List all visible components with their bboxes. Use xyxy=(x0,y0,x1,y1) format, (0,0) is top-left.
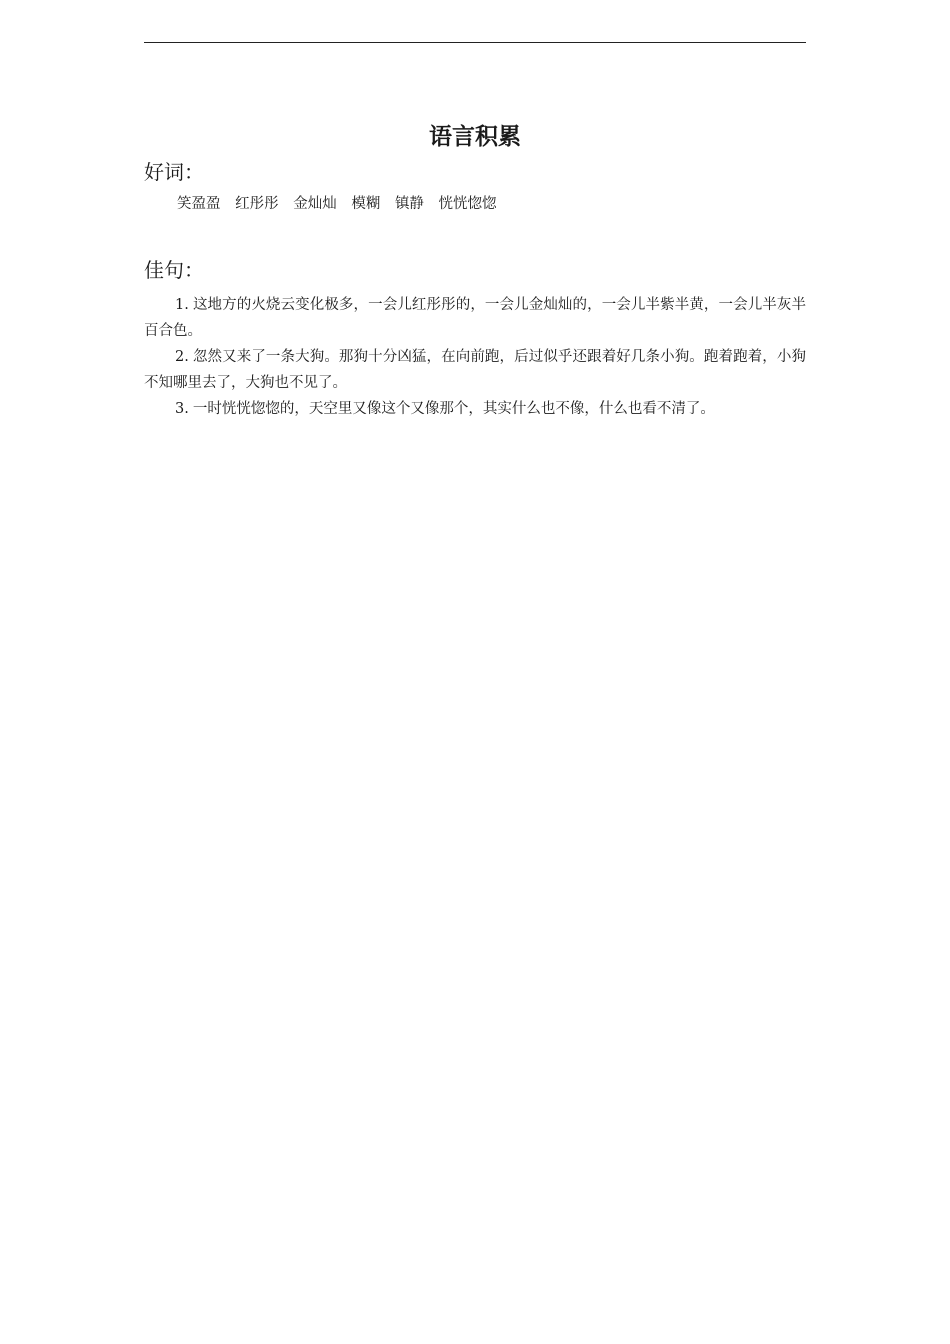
good-sentences-list xyxy=(144,292,806,422)
sentence-number: 1. xyxy=(175,297,189,313)
sentence-number: 3. xyxy=(175,401,189,417)
word-item: 恍恍惚惚 xyxy=(438,196,497,212)
header-rule xyxy=(144,42,806,43)
sentence-item xyxy=(144,292,806,344)
sentence-text: 忽然又来了一条大狗。那狗十分凶猛，在向前跑，后过似乎还跟着好几条小狗。跑着跑着，小狗不知哪里去了，大狗也不见了。 xyxy=(144,349,806,391)
sentence-item xyxy=(144,396,806,422)
word-item: 红彤彤 xyxy=(235,196,279,212)
word-item: 模糊 xyxy=(351,196,381,212)
word-item: 笑盈盈 xyxy=(177,196,221,212)
sentence-text: 一时恍恍惚惚的，天空里又像这个又像那个，其实什么也不像，什么也看不清了。 xyxy=(192,401,715,417)
word-item: 金灿灿 xyxy=(293,196,337,212)
sentence-number: 2. xyxy=(175,349,189,365)
sentence-item xyxy=(144,344,806,396)
sentence-text: 这地方的火烧云变化极多，一会儿红彤彤的，一会儿金灿灿的，一会儿半紫半黄，一会儿半灰半百合色。 xyxy=(144,297,806,339)
word-item: 镇静 xyxy=(394,196,424,212)
good-words-heading: 好词： xyxy=(144,160,204,184)
page-title: 语言积累 xyxy=(429,124,521,150)
good-words-list xyxy=(177,193,507,215)
good-sentences-heading: 佳句： xyxy=(144,258,204,282)
